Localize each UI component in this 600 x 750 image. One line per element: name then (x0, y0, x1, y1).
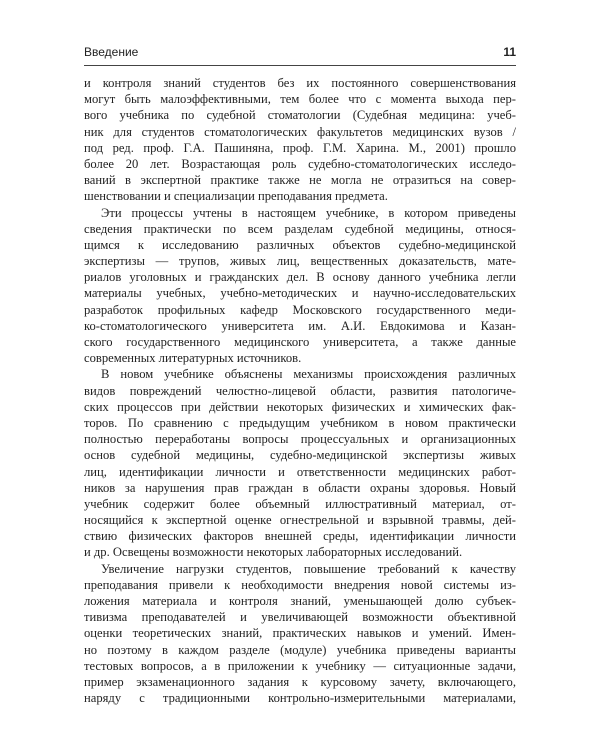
text-line: учебник содержит более объемный иллюстративный материал, от- (84, 496, 516, 511)
paragraph (84, 205, 516, 367)
text-line: материалы учебных, учебно-методических и научно-исследовательских (84, 286, 516, 301)
text-line: сведения практически по всем разделам судебной медицины, относя- (84, 221, 516, 236)
text-line: видов повреждений челюстно-лицевой области, развития патологиче- (84, 383, 516, 398)
running-header (84, 45, 516, 63)
text-line: оценки теоретических знаний, практических навыков и умений. Имен- (84, 626, 516, 641)
text-line: современных литературных источников. (84, 351, 302, 366)
text-line: Увеличение нагрузки студентов, повышение требований к качеству (101, 561, 516, 576)
text-line: могут быть малоэффективными, тем более что с момента выхода пер- (84, 92, 516, 107)
text-line: лиц, идентификации личности и ответственности медицинских работ- (84, 464, 516, 479)
paragraph (84, 561, 516, 707)
text-line: ского государственного медицинского университета, а также данные (84, 335, 516, 349)
text-line: ложения материала и контроля знаний, уменьшающей долю субъек- (84, 594, 516, 608)
body-text (84, 75, 516, 706)
text-line: шенствовании и специализации преподавания предмета. (84, 189, 388, 204)
text-line: под ред. проф. Г.А. Пашиняна, проф. Г.М. Харина. М., 2001) прошло (84, 140, 516, 155)
text-line: торов. По сравнению с предыдущим учебником в новом практически (84, 415, 516, 430)
text-line: экспертизы — трупов, живых лиц, вещественных доказательств, мате- (84, 254, 516, 269)
text-line: тестовых вопросов, а в приложении к учебнику — ситуационные задачи, (84, 658, 516, 673)
text-line: ских процессов при действии некоторых физических и химических фак- (84, 399, 516, 414)
paragraph (84, 366, 516, 560)
text-line: пример экзаменационного задания к курсовому зачету, включающего, (84, 674, 516, 689)
text-line: полностью переработаны вопросы процессуальных и организационных (84, 432, 516, 447)
text-line: щимся к исследованию различных объектов судебно-медицинской (84, 237, 516, 252)
text-line: разработок профильных кафедр Московского государственного меди- (84, 302, 516, 317)
text-line: ствию физических факторов внешней среды, идентификации личности (84, 529, 516, 544)
text-line: но поэтому в каждом разделе (модуле) учебника приведены варианты (84, 642, 516, 657)
text-line: вого учебника по судебной стоматологии (Судебная медицина: учеб- (84, 108, 516, 123)
page-number: 11 (503, 45, 516, 59)
text-line: наряду с традиционными контрольно-измерительными материалами, (84, 691, 516, 706)
text-line: тивизма преподавателей и увеличивающей возможности объективной (84, 610, 516, 625)
text-line: ников за нарушения прав граждан в области охраны здоровья. Новый (84, 480, 516, 495)
text-line: и др. Освещены возможности некоторых лабораторных исследований. (84, 545, 463, 560)
paragraph (84, 75, 516, 205)
text-line: ко-стоматологического университета им. А.И. Евдокимова и Казан- (84, 318, 516, 333)
text-line: ваний в экспертной практике также не могла не отразиться на совер- (84, 173, 516, 188)
text-line: основ судебной медицины, судебно-медицинской экспертизы живых (84, 448, 516, 463)
section-title: Введение (84, 45, 139, 59)
text-line: ник для студентов стоматологических факультетов медицинских вузов / (84, 124, 516, 139)
text-line: носящийся к экспертной оценке огнестрельной и взрывной травмы, дей- (84, 513, 516, 528)
text-line: В новом учебнике объяснены механизмы происхождения различных (101, 367, 516, 382)
text-line: и контроля знаний студентов без их постоянного совершенствования (84, 76, 516, 90)
text-line: Эти процессы учтены в настоящем учебнике, в котором приведены (101, 205, 516, 220)
text-line: риалов уголовных и гражданских дел. В основу данного учебника легли (84, 270, 516, 285)
text-line: более 20 лет. Возрастающая роль судебно-стоматологических исследо- (84, 156, 516, 171)
header-divider (84, 65, 516, 66)
text-line: преподавания привели к необходимости внедрения новой системы из- (84, 577, 516, 592)
